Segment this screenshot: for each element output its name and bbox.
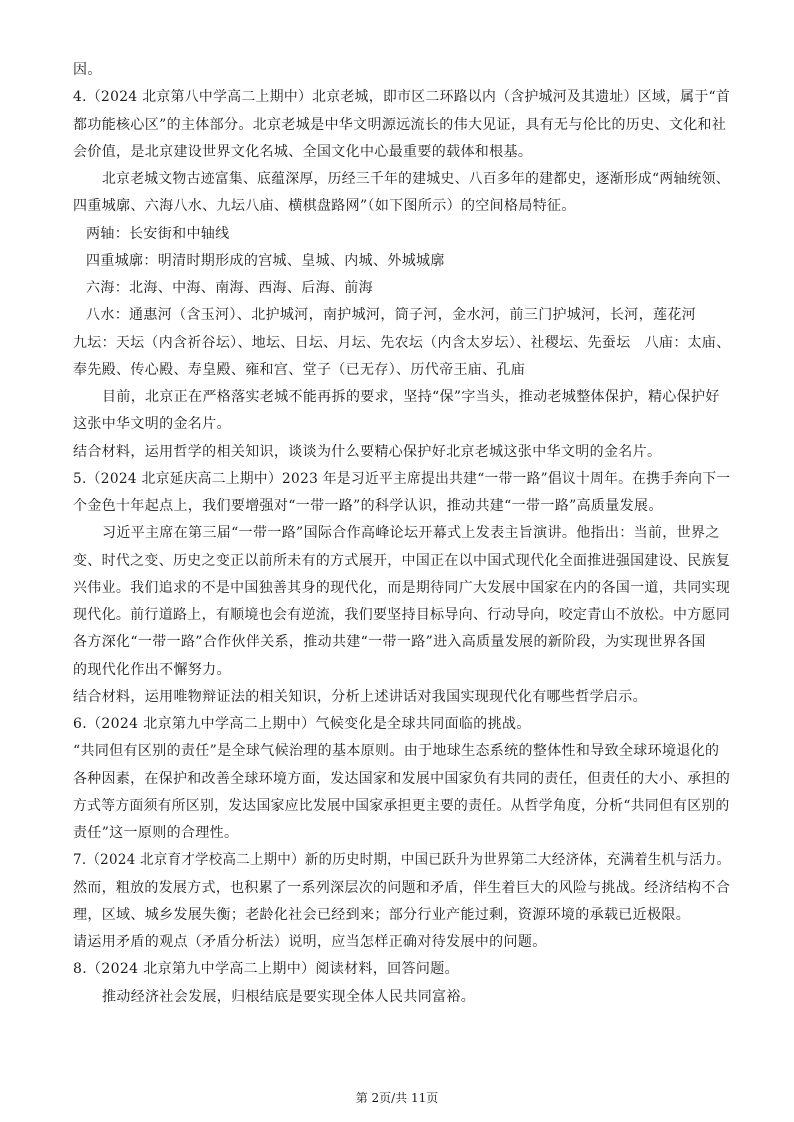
text-line: 习近平主席在第三届“一带一路”国际合作高峰论坛开幕式上发表主旨演讲。他指出：当前，世界之 xyxy=(102,525,720,541)
text-line: 各种因素，在保护和改善全球环境方面，发达国家和发展中国家负有共同的责任，但责任的大小、承担的 xyxy=(73,771,731,787)
text-line: 推动经济社会发展，归根结底是要实现全体人民共同富裕。 xyxy=(102,989,476,1005)
page-footer: 第 2页/共 11页 xyxy=(355,1091,439,1105)
text-line: 变、时代之变、历史之变正以前所未有的方式展开，中国正在以中国式现代化全面推进强国建设、民族复 xyxy=(73,553,731,569)
text-line: 责任”这一原则的合理性。 xyxy=(73,825,239,841)
text-line: 奉先殿、传心殿、寿皇殿、雍和宫、堂子（已无存）、历代帝王庙、孔庙 xyxy=(73,362,526,378)
text-line: 八水：通惠河（含玉河）、北护城河，南护城河，筒子河，金水河，前三门护城河，长河，莲花河 xyxy=(86,307,697,323)
text-line: 两轴：长安街和中轴线 xyxy=(86,226,230,242)
question-4-heading: 4.（2024 北京第八中学高二上期中）北京老城，即市区二环路以内（含护城河及其遗址）区域，属于“首 xyxy=(73,89,731,105)
text-line: 然而，粗放的发展方式，也积累了一系列深层次的问题和矛盾，伴生着巨大的风险与挑战。经济结构不合 xyxy=(73,880,731,896)
text-line: 四重城廓：明清时期形成的宫城、皇城、内城、外城城廓 xyxy=(86,253,445,269)
text-line: 理，区域、城乡发展失衡；老龄化社会已经到来；部分行业产能过剩，资源环境的承载已近极限。 xyxy=(73,907,691,923)
question-7-heading: 7.（2024 北京育才学校高二上期中）新的历史时期，中国已跃升为世界第二大经济体，充满着生机与活力。 xyxy=(73,852,731,868)
text-line: 会价值，是北京建设世界文化名城、全国文化中心最重要的载体和根基。 xyxy=(73,144,533,160)
text-line: 四重城廓、六海八水、九坛八庙、横棋盘路网”（如下图所示）的空间格局特征。 xyxy=(73,198,576,214)
text-line: 六海：北海、中海、南海、西海、后海、前海 xyxy=(86,280,373,296)
question-7-prompt: 请运用矛盾的观点（矛盾分析法）说明，应当怎样正确对待发展中的问题。 xyxy=(73,934,547,950)
text-line: 兴伟业。我们追求的不是中国独善其身的现代化，而是期待同广大发展中国家在内的各国一道，共同实现 xyxy=(73,580,731,596)
text-line: 个金色十年起点上，我们要增强对“一带一路”的科学认识，推动共建“一带一路”高质量发展。 xyxy=(73,498,663,514)
text-line: 方式等方面须有所区别，发达国家应比发展中国家承担更主要的责任。从哲学角度，分析“共同但有区别的 xyxy=(73,798,730,814)
question-4-prompt: 结合材料，运用哲学的相关知识，谈谈为什么要精心保护好北京老城这张中华文明的金名片。 xyxy=(73,444,662,460)
text-line: 的现代化作出不懈努力。 xyxy=(73,662,231,678)
question-8-heading: 8.（2024 北京第九中学高二上期中）阅读材料，回答问题。 xyxy=(73,961,459,977)
question-6-heading: 6.（2024 北京第九中学高二上期中）气候变化是全球共同面临的挑战。 xyxy=(73,716,531,732)
text-line: 目前，北京正在严格落实老城不能再拆的要求，坚持“保”字当头，推动老城整体保护，精心保护好 xyxy=(102,389,720,405)
text-line: 各方深化“一带一路”合作伙伴关系，推动共建“一带一路”进入高质量发展的新阶段，为实现世界各国 xyxy=(73,634,706,650)
text-line: 现代化。前行道路上，有顺境也会有逆流，我们要坚持目标导向、行动导向，咬定青山不放松。中方愿同 xyxy=(73,607,731,623)
text-line: 九坛：天坛（内含祈谷坛）、地坛、日坛、月坛、先农坛（内含太岁坛）、社稷坛、先蚕坛 八庙：太庙、 xyxy=(73,335,731,351)
question-5-heading: 5.（2024 北京延庆高二上期中）2023 年是习近平主席提出共建“一带一路”倡议十周年。在携手奔向下一 xyxy=(73,471,731,487)
text-line: 这张中华文明的金名片。 xyxy=(73,416,231,432)
text-line: 北京老城文物古迹富集、底蕴深厚，历经三千年的建城史、八百多年的建都史，逐渐形成“两轴统领、 xyxy=(102,171,730,187)
question-5-prompt: 结合材料，运用唯物辩证法的相关知识，分析上述讲话对我国实现现代化有哪些哲学启示。 xyxy=(73,689,647,705)
text-line: 因。 xyxy=(73,62,102,78)
text-line: 都功能核心区”的主体部分。北京老城是中华文明源远流长的伟大见证，具有无与伦比的历史、文化和社 xyxy=(73,117,727,133)
text-line: “共同但有区别的责任”是全球气候治理的基本原则。由于地球生态系统的整体性和导致全球环境退化的 xyxy=(73,743,720,759)
